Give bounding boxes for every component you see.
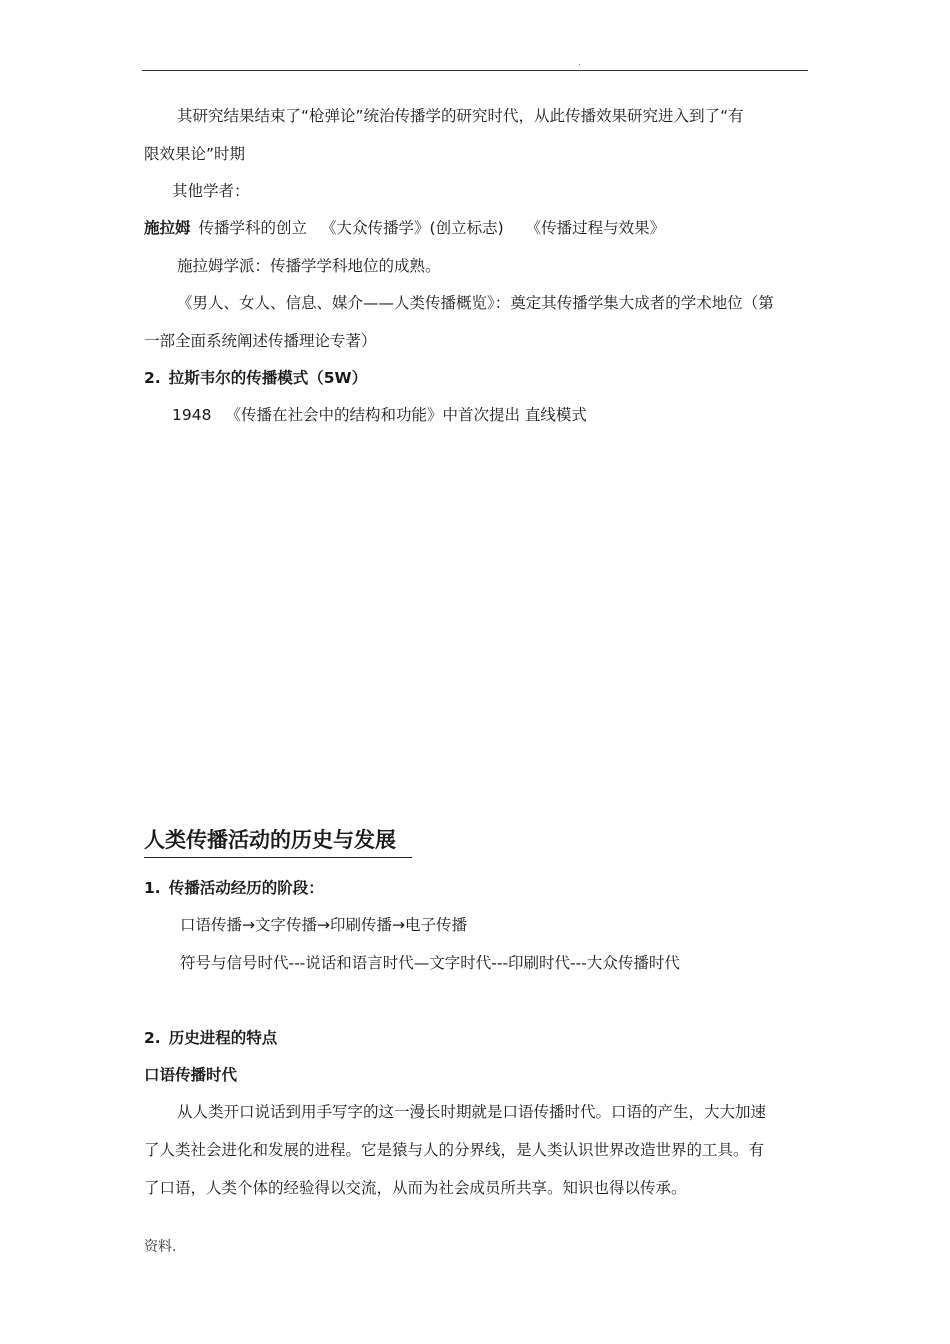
- schramm-line: [144, 218, 665, 238]
- schramm-name: 施拉姆: [144, 219, 191, 237]
- lasswell-title: 拉斯韦尔的传播模式（5W）: [168, 369, 368, 387]
- item1-title: 传播活动经历的阶段：: [168, 879, 324, 897]
- paragraph-line: 限效果论”时期: [144, 145, 246, 163]
- eras-line: 符号与信号时代---说话和语言时代—文字时代---印刷时代---大众传播时代: [180, 954, 680, 972]
- schramm-school: 施拉姆学派：传播学学科地位的成熟。: [177, 257, 441, 275]
- item1-num: 1.: [144, 879, 161, 897]
- header-dot: .: [578, 58, 581, 68]
- section-title-underline: [144, 857, 412, 858]
- item2-num: 2.: [144, 1029, 161, 1047]
- oral-era-title: 口语传播时代: [144, 1066, 238, 1084]
- lasswell-line: [172, 405, 587, 425]
- schramm-book1: 《大众传播学》(创立标志): [321, 219, 504, 237]
- other-scholars-label: 其他学者：: [172, 182, 250, 200]
- oral-line: 从人类开口说话到用手写字的这一漫长时期就是口语传播时代。口语的产生，大大加速: [177, 1103, 767, 1121]
- lasswell-desc: 《传播在社会中的结构和功能》中首次提出 直线模式: [225, 406, 587, 424]
- schramm-desc: 传播学科的创立: [198, 219, 308, 237]
- section-title: 人类传播活动的历史与发展: [144, 828, 396, 852]
- oral-line: 了人类社会进化和发展的进程。它是猿与人的分界线，是人类认识世界改造世界的工具。有: [144, 1141, 765, 1159]
- schramm-book2: 《传播过程与效果》: [525, 219, 666, 237]
- book-line: 《男人、女人、信息、媒介——人类传播概览》：奠定其传播学集大成者的学术地位（第: [177, 294, 774, 312]
- lasswell-year: 1948: [172, 406, 212, 424]
- item2-title: 历史进程的特点: [168, 1029, 278, 1047]
- book-line: 一部全面系统阐述传播理论专著）: [144, 332, 377, 350]
- header-rule: [142, 70, 808, 71]
- stages-line: 口语传播→文字传播→印刷传播→电子传播: [180, 916, 467, 934]
- stages-heading: [144, 878, 324, 898]
- oral-line: 了口语，人类个体的经验得以交流，从而为社会成员所共享。知识也得以传承。: [144, 1179, 687, 1197]
- lasswell-num: 2.: [144, 369, 161, 387]
- lasswell-heading: [144, 368, 367, 388]
- paragraph-line: 其研究结果结束了“枪弹论”统治传播学的研究时代，从此传播效果研究进入到了“有: [177, 107, 744, 125]
- features-heading: [144, 1028, 277, 1048]
- footer-label: 资料.: [144, 1239, 177, 1255]
